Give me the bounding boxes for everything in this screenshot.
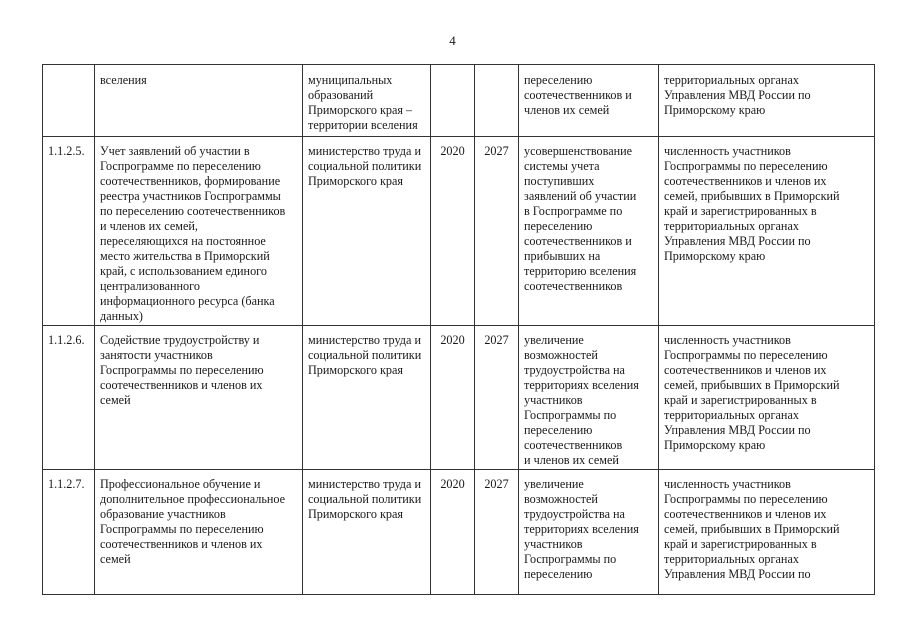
result-cell: усовершенствование системы учета поступивших заявлений об участии в Госпрограмме по переселению соотечественников и прибывших на территорию вселения соотечественников	[519, 137, 659, 326]
indicator-cell: численность участников Госпрограммы по переселению соотечественников и членов их семей, прибывших в Приморский край и зарегистрированных в территориальных органах Управления МВД России по Приморскому краю	[659, 137, 875, 326]
executor-cell: министерство труда и социальной политики Приморского края	[303, 137, 431, 326]
start-year-cell: 2020	[431, 326, 475, 470]
activities-table	[42, 64, 875, 595]
end-year-cell	[475, 65, 519, 137]
table-row	[43, 137, 875, 326]
end-year-cell: 2027	[475, 470, 519, 595]
table-row	[43, 326, 875, 470]
result-cell: увеличение возможностей трудоустройства на территориях вселения участников Госпрограммы по переселению соотечественников и членов их семей	[519, 326, 659, 470]
start-year-cell: 2020	[431, 137, 475, 326]
page-number: 4	[449, 33, 456, 48]
item-number-cell	[43, 65, 95, 137]
executor-cell: муниципальных образований Приморского края – территории вселения	[303, 65, 431, 137]
event-cell: Содействие трудоустройству и занятости участников Госпрограммы по переселению соотечественников и членов их семей	[95, 326, 303, 470]
event-cell: Профессиональное обучение и дополнительное профессиональное образование участников Госпрограммы по переселению соотечественников и членов их семей	[95, 470, 303, 595]
indicator-cell: территориальных органах Управления МВД России по Приморскому краю	[659, 65, 875, 137]
executor-cell: министерство труда и социальной политики Приморского края	[303, 470, 431, 595]
executor-cell: министерство труда и социальной политики Приморского края	[303, 326, 431, 470]
start-year-cell	[431, 65, 475, 137]
result-cell: переселению соотечественников и членов их семей	[519, 65, 659, 137]
start-year-cell: 2020	[431, 470, 475, 595]
event-cell: вселения	[95, 65, 303, 137]
item-number-cell: 1.1.2.6.	[43, 326, 95, 470]
end-year-cell: 2027	[475, 326, 519, 470]
item-number-cell: 1.1.2.5.	[43, 137, 95, 326]
result-cell: увеличение возможностей трудоустройства на территориях вселения участников Госпрограммы по переселению	[519, 470, 659, 595]
table-row	[43, 65, 875, 137]
end-year-cell: 2027	[475, 137, 519, 326]
table-row	[43, 470, 875, 595]
item-number-cell: 1.1.2.7.	[43, 470, 95, 595]
indicator-cell: численность участников Госпрограммы по переселению соотечественников и членов их семей, прибывших в Приморский край и зарегистрированных в территориальных органах Управления МВД России по	[659, 470, 875, 595]
event-cell: Учет заявлений об участии в Госпрограмме по переселению соотечественников, формирование реестра участников Госпрограммы по переселению соотечественников и членов их семей, переселяющихся на постоянное место жительства в Приморский край, с использованием единого централизованного информационного ресурса (банка данных)	[95, 137, 303, 326]
indicator-cell: численность участников Госпрограммы по переселению соотечественников и членов их семей, прибывших в Приморский край и зарегистрированных в территориальных органах Управления МВД России по Приморскому краю	[659, 326, 875, 470]
